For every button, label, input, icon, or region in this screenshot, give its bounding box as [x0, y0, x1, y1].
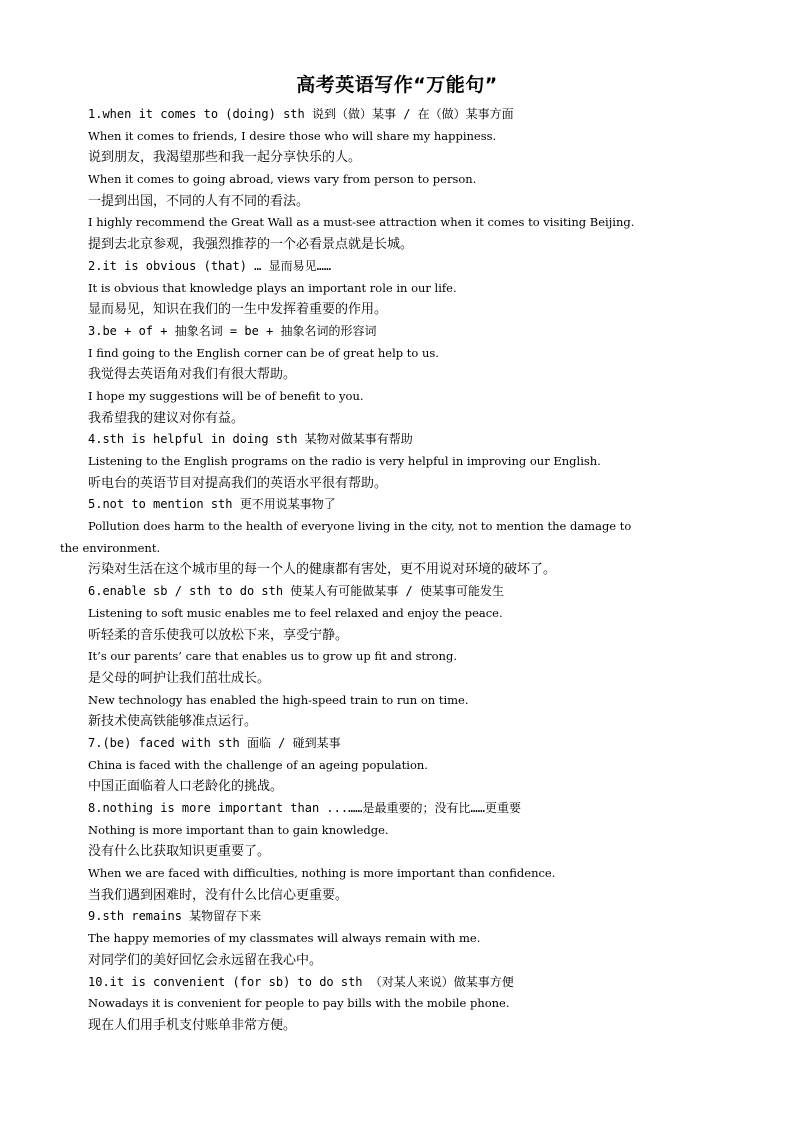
chinese-translation: 污染对生活在这个城市里的每一个人的健康都有害处，更不用说对环境的破坏了。 — [88, 562, 557, 578]
chinese-translation: 没有什么比获取知识更重要了。 — [88, 844, 271, 860]
english-example: I highly recommend the Great Wall as a must-see attraction when it comes to visiting Beijing. — [88, 215, 635, 230]
english-example: I find going to the English corner can be of great help to us. — [88, 345, 439, 360]
english-example: Nowadays it is convenient for people to pay bills with the mobile phone. — [88, 996, 510, 1011]
phrase-heading: 4.sth is helpful in doing sth 某物对做某事有帮助 — [88, 432, 413, 447]
english-example: When we are faced with difficulties, nothing is more important than confidence. — [88, 866, 556, 881]
english-example: When it comes to going abroad, views vary from person to person. — [88, 172, 477, 187]
phrase-heading: 3.be + of + 抽象名词 = be + 抽象名词的形容词 — [88, 323, 377, 338]
page-title: 高考英语写作“万能句” — [296, 74, 498, 96]
chinese-translation: 中国正面临着人口老龄化的挑战。 — [88, 779, 284, 795]
phrase-heading: 6.enable sb / sth to do sth 使某人有可能做某事 / 使某事可能发生 — [88, 584, 504, 599]
chinese-translation: 是父母的呵护让我们茁壮成长。 — [88, 670, 271, 686]
chinese-translation: 听电台的英语节目对提高我们的英语水平很有帮助。 — [88, 475, 388, 491]
english-example: It’s our parents’ care that enables us to grow up fit and strong. — [88, 649, 457, 664]
chinese-translation: 对同学们的美好回忆会永远留在我心中。 — [88, 952, 323, 968]
english-example: I hope my suggestions will be of benefit to you. — [88, 388, 364, 403]
chinese-translation: 新技术使高铁能够准点运行。 — [88, 714, 258, 730]
phrase-heading: 1.when it comes to (doing) sth 说到（做）某事 / 在（做）某事方面 — [88, 107, 514, 121]
chinese-translation: 我希望我的建议对你有益。 — [88, 410, 245, 426]
chinese-translation: 当我们遇到困难时，没有什么比信心更重要。 — [88, 887, 349, 903]
english-example: Listening to soft music enables me to feel relaxed and enjoy the peace. — [88, 605, 503, 620]
chinese-translation: 现在人们用手机支付账单非常方便。 — [88, 1017, 297, 1033]
chinese-translation: 显而易见，知识在我们的一生中发挥着重要的作用。 — [88, 302, 388, 318]
english-example: Pollution does harm to the health of everyone living in the city, not to mention the damage to — [88, 519, 632, 534]
phrase-heading: 9.sth remains 某物留存下来 — [88, 909, 262, 924]
english-example: When it comes to friends, I desire those who will share my happiness. — [88, 128, 497, 143]
english-example: The happy memories of my classmates will always remain with me. — [88, 931, 481, 946]
chinese-translation: 说到朋友，我渴望那些和我一起分享快乐的人。 — [88, 150, 362, 166]
english-example: Nothing is more important than to gain knowledge. — [88, 822, 389, 837]
english-example: New technology has enabled the high-speed train to run on time. — [88, 692, 469, 707]
english-example: the environment. — [60, 540, 161, 555]
english-example: It is obvious that knowledge plays an important role in our life. — [88, 280, 457, 295]
chinese-translation: 我觉得去英语角对我们有很大帮助。 — [88, 367, 297, 383]
chinese-translation: 提到去北京参观，我强烈推荐的一个必看景点就是长城。 — [88, 237, 414, 253]
sentence-list — [60, 104, 740, 1037]
phrase-heading: 7.(be) faced with sth 面临 / 碰到某事 — [88, 735, 341, 750]
phrase-heading: 8.nothing is more important than ...……是最重要的；没有比……更重要 — [88, 801, 521, 815]
chinese-translation: 听轻柔的音乐使我可以放松下来，享受宁静。 — [88, 627, 349, 643]
chinese-translation: 一提到出国，不同的人有不同的看法。 — [88, 193, 310, 209]
phrase-heading: 10.it is convenient (for sb) to do sth （对某人来说）做某事方便 — [88, 974, 514, 989]
phrase-heading: 2.it is obvious (that) … 显而易见…… — [88, 258, 332, 273]
english-example: China is faced with the challenge of an ageing population. — [88, 757, 428, 772]
english-example: Listening to the English programs on the radio is very helpful in improving our English. — [88, 454, 601, 468]
phrase-heading: 5.not to mention sth 更不用说某事物了 — [88, 497, 336, 512]
